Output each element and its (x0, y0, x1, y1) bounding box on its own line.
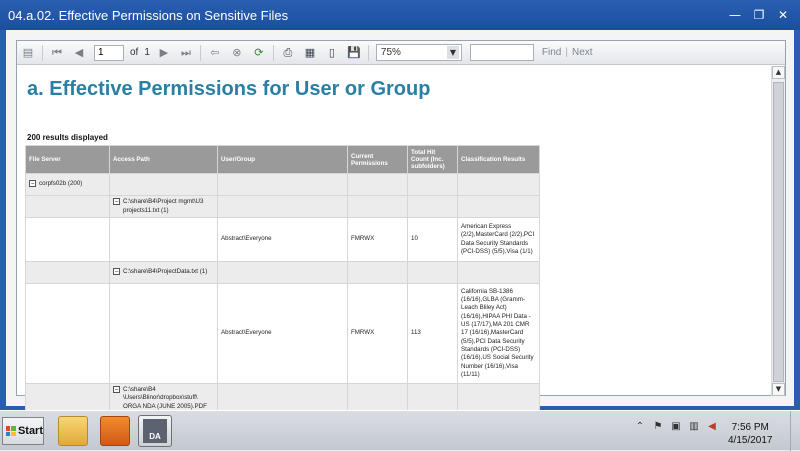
restore-button[interactable]: ❐ (753, 8, 765, 22)
chevron-down-icon[interactable]: ▼ (447, 46, 459, 59)
find-input[interactable] (470, 44, 534, 61)
minimize-button[interactable]: — (729, 8, 741, 22)
data-analyzer-icon (143, 419, 167, 443)
table-cell (26, 218, 110, 262)
window-titlebar (0, 0, 800, 30)
stop-icon[interactable]: ⊗ (232, 45, 242, 59)
table-cell (458, 196, 540, 218)
find-separator: | (565, 47, 568, 58)
collapse-icon[interactable]: − (114, 268, 119, 276)
start-label: Start (17, 425, 43, 437)
page-total: 1 (144, 47, 150, 58)
data-analyzer-task-button[interactable] (138, 415, 172, 447)
system-tray (634, 421, 718, 435)
prev-page-icon[interactable]: ◀ (74, 45, 84, 59)
next-page-icon[interactable]: ▶ (159, 45, 169, 59)
page-setup-icon[interactable]: ▯ (328, 45, 335, 59)
table-cell (348, 174, 408, 196)
first-page-icon[interactable]: ⏮ (52, 45, 62, 59)
table-cell (26, 262, 110, 284)
table-header-row (26, 146, 540, 174)
clock-time: 7:56 PM (731, 422, 769, 433)
report-title: a. Effective Permissions for User or Group (27, 78, 431, 100)
toolbar-separator (368, 45, 369, 61)
next-link[interactable]: Next (571, 47, 593, 58)
toolbar-separator (42, 45, 43, 61)
table-cell (26, 196, 110, 218)
permissions-table (25, 145, 540, 414)
table-cell (348, 196, 408, 218)
report-toolbar (17, 41, 785, 65)
table-cell (218, 262, 348, 284)
print-layout-icon[interactable]: ▦ (304, 45, 316, 59)
devices-icon[interactable]: ▣ (671, 421, 681, 432)
table-cell (408, 196, 458, 218)
access-path: C:\share\B4\Project mgmt\U3 projects11.txt (1) (123, 198, 204, 214)
flag-icon[interactable]: ⚑ (653, 421, 663, 432)
table-cell (218, 174, 348, 196)
column-header: Total Hit Count (Inc. subfolders) (408, 146, 458, 174)
scroll-up-icon[interactable]: ▲ (772, 66, 785, 79)
start-button[interactable] (2, 417, 44, 445)
vertical-scrollbar[interactable] (771, 66, 785, 396)
toggle-icon[interactable]: ▤ (22, 45, 34, 59)
table-cell (458, 262, 540, 284)
table-cell (348, 262, 408, 284)
table-cell (408, 174, 458, 196)
access-path: C:\share\B4 \Users\Blinor\dropbox\stuff\ ORGA NDA (JUNE 2005).PDF (123, 386, 207, 410)
print-icon[interactable]: ⎙ (283, 45, 293, 59)
permissions-cell: FMRWX (348, 284, 408, 384)
table-row (26, 262, 540, 284)
app-launcher-icon[interactable] (100, 416, 130, 446)
column-header: Access Path (110, 146, 218, 174)
report-viewer (16, 40, 786, 410)
scroll-thumb[interactable] (773, 82, 784, 382)
collapse-icon[interactable]: − (114, 386, 119, 393)
show-hidden-icon[interactable]: ⌃ (635, 421, 645, 432)
clock-date: 4/15/2017 (728, 435, 773, 446)
da-label: DA (149, 432, 161, 441)
user-group-cell: Abstract\Everyone (218, 284, 348, 384)
zoom-value: 75% (380, 47, 401, 58)
table-cell (408, 262, 458, 284)
volume-muted-icon[interactable]: ◀ (708, 421, 716, 432)
file-server-name: corpfs02b (200) (39, 180, 83, 188)
access-path: C:\share\B4\ProjectData.txt (1) (123, 268, 208, 276)
refresh-icon[interactable]: ⟳ (254, 45, 264, 59)
zoom-select[interactable] (376, 44, 462, 61)
find-link[interactable]: Find (541, 47, 562, 58)
window-client (0, 30, 800, 410)
collapse-icon[interactable]: − (114, 198, 119, 206)
permissions-cell: FMRWX (348, 218, 408, 262)
classification-cell: California SB-1386 (16/16),GLBA (Gramm-Leach Bliley Act) (16/16),HIPAA PHI Data - US (17/17),MA 201 CMR 17 (16/16),MasterCard (5/5),PCI Data Security Standards (PCI-DSS) (16/16),US Social Security Number (16/16),Visa (11/11) (458, 284, 540, 384)
file-server-cell (26, 174, 110, 196)
table-cell (26, 284, 110, 384)
table-row (26, 174, 540, 196)
table-cell (458, 174, 540, 196)
network-icon[interactable]: ▥ (689, 421, 699, 432)
toolbar-separator (200, 45, 201, 61)
table-row (26, 284, 540, 384)
back-icon[interactable]: ⇦ (210, 45, 220, 59)
last-page-icon[interactable]: ⏭ (180, 45, 191, 59)
export-icon[interactable]: 💾 (347, 45, 361, 59)
hit-count-cell: 10 (408, 218, 458, 262)
collapse-icon[interactable]: − (30, 180, 35, 188)
windows-logo-icon (6, 426, 16, 436)
toolbar-separator (273, 45, 274, 61)
page-of-label: of (130, 47, 139, 58)
hit-count-cell: 113 (408, 284, 458, 384)
taskbar (0, 410, 800, 450)
table-row (26, 196, 540, 218)
show-desktop-button[interactable] (790, 411, 800, 451)
close-button[interactable]: ✕ (777, 8, 789, 22)
report-body (17, 66, 769, 410)
table-row (26, 218, 540, 262)
access-path-cell (110, 196, 218, 218)
classification-cell: American Express (2/2),MasterCard (2/2),PCI Data Security Standards (PCI-DSS) (5/5),Visa (1/1) (458, 218, 540, 262)
page-number-input[interactable] (94, 45, 124, 61)
table-cell (110, 174, 218, 196)
access-path-cell (110, 262, 218, 284)
column-header: Current Permissions (348, 146, 408, 174)
results-count: 200 results displayed (27, 133, 108, 142)
taskbar-clock[interactable] (728, 421, 773, 447)
column-header: Classification Results (458, 146, 540, 174)
window-title: 04.a.02. Effective Permissions on Sensitive Files (8, 7, 289, 23)
user-group-cell: Abstract\Everyone (218, 218, 348, 262)
file-explorer-icon[interactable] (58, 416, 88, 446)
table-cell (110, 284, 218, 384)
column-header: File Server (26, 146, 110, 174)
column-header: User/Group (218, 146, 348, 174)
scroll-down-icon[interactable]: ▼ (772, 383, 785, 396)
table-cell (218, 196, 348, 218)
table-cell (110, 218, 218, 262)
